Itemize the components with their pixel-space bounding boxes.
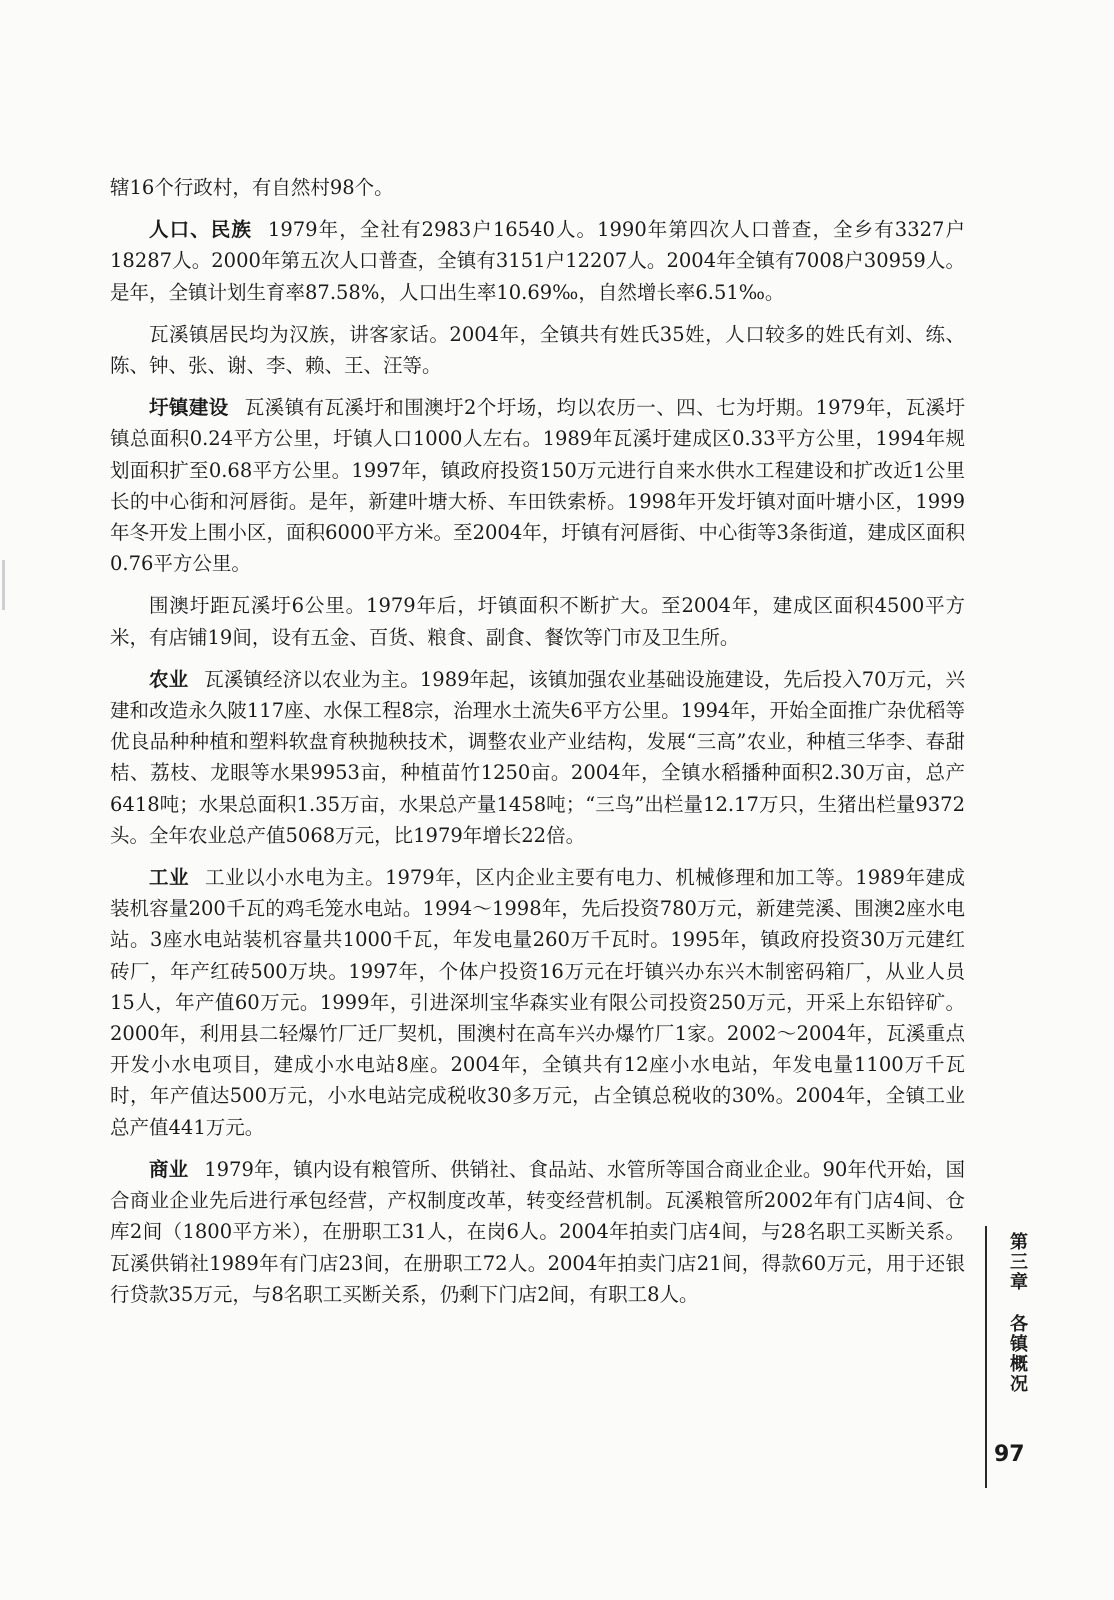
paragraph-text: 辖16个行政村，有自然村98个。 <box>110 176 394 199</box>
paragraph-text: 围澳圩距瓦溪圩6公里。1979年后，圩镇面积不断扩大。至2004年，建成区面积4500平方米，有店铺19间，设有五金、百货、粮食、副食、餐饮等门市及卫生所。 <box>110 594 965 649</box>
paragraph-text: 1979年，全社有2983户16540人。1990年第四次人口普查，全乡有3327户18287人。2000年第五次人口普查，全镇有3151户12207人。2004年全镇有7008户30959人。是年，全镇计划生育率87.58%，人口出生率10.69‰，自然增长率6.51‰。 <box>110 218 965 304</box>
paragraph-weiao-market <box>110 590 965 652</box>
paragraph-continuation <box>110 172 965 203</box>
section-heading-commerce: 商业 <box>149 1157 189 1181</box>
paragraph-text: 瓦溪镇有瓦溪圩和围澳圩2个圩场，均以农历一、四、七为圩期。1979年，瓦溪圩镇总面积0.24平方公里，圩镇人口1000人左右。1989年瓦溪圩建成区0.33平方公里，1994年规划面积扩至0.68平方公里。1997年，镇政府投资150万元进行自来水供水工程建设和扩改近1公里长的中心街和河唇街。是年，新建叶塘大桥、车田铁索桥。1998年开发圩镇对面叶塘小区，1999年冬开发上围小区，面积6000平方米。至2004年，圩镇有河唇街、中心街等3条街道，建成区面积0.76平方公里。 <box>110 396 965 576</box>
paragraph-text: 1979年，镇内设有粮管所、供销社、食品站、水管所等国合商业企业。90年代开始，国合商业企业先后进行承包经营，产权制度改革，转变经营机制。瓦溪粮管所2002年有门店4间、仓库2间（1800平方米），在册职工31人，在岗6人。2004年拍卖门店4间，与28名职工买断关系。瓦溪供销社1989年有门店23间，在册职工72人。2004年拍卖门店21间，得款60万元，用于还银行贷款35万元，与8名职工买断关系，仍剩下门店2间，有职工8人。 <box>110 1157 965 1306</box>
section-heading-town-construction: 圩镇建设 <box>149 396 229 420</box>
paragraph-commerce <box>110 1154 965 1310</box>
chapter-number: 第三章 <box>1007 1232 1028 1292</box>
paragraph-industry <box>110 862 965 1143</box>
chapter-running-head <box>993 1232 1027 1394</box>
scan-edge-mark <box>2 560 5 610</box>
main-text-column <box>110 172 965 1321</box>
paragraph-agriculture <box>110 664 965 851</box>
margin-divider-line <box>985 1226 987 1488</box>
paragraph-ethnicity <box>110 319 965 381</box>
section-heading-population: 人口、民族 <box>149 218 252 242</box>
paragraph-town-construction <box>110 392 965 579</box>
paragraph-text: 工业以小水电为主。1979年，区内企业主要有电力、机械修理和加工等。1989年建成装机容量200千瓦的鸡毛笼水电站。1994～1998年，先后投资780万元，新建莞溪、围澳2座水电站。3座水电站装机容量共1000千瓦，年发电量260万千瓦时。1995年，镇政府投资30万元建红砖厂，年产红砖500万块。1997年，个体户投资16万元在圩镇兴办东兴木制密码箱厂，从业人员15人，年产值60万元。1999年，引进深圳宝华森实业有限公司投资250万元，开采上东铅锌矿。2000年，利用县二轻爆竹厂迁厂契机，围澳村在高车兴办爆竹厂1家。2002～2004年，瓦溪重点开发小水电项目，建成小水电站8座。2004年，全镇共有12座小水电站，年发电量1100万千瓦时，年产值达500万元，小水电站完成税收30多万元，占全镇总税收的30%。2004年，全镇工业总产值441万元。 <box>110 866 965 1139</box>
paragraph-text: 瓦溪镇经济以农业为主。1989年起，该镇加强农业基础设施建设，先后投入70万元，兴建和改造永久陂117座、水保工程8宗，治理水土流失6平方公里。1994年，开始全面推广杂优稻等优良品种种植和塑料软盘育秧抛秧技术，调整农业产业结构，发展“三高”农业，种植三华李、春甜桔、荔枝、龙眼等水果9953亩，种植苗竹1250亩。2004年，全镇水稻播种面积2.30万亩，总产6418吨；水果总面积1.35万亩，水果总产量1458吨；“三鸟”出栏量12.17万只，生猪出栏量9372头。全年农业总产值5068万元，比1979年增长22倍。 <box>110 667 965 847</box>
paragraph-text: 瓦溪镇居民均为汉族，讲客家话。2004年，全镇共有姓氏35姓，人口较多的姓氏有刘、练、陈、钟、张、谢、李、赖、王、汪等。 <box>110 322 965 378</box>
paragraph-population <box>110 214 965 308</box>
section-heading-agriculture: 农业 <box>149 667 189 691</box>
chapter-title: 各镇概况 <box>1007 1314 1028 1395</box>
section-heading-industry: 工业 <box>149 866 190 890</box>
page-number: 97 <box>994 1442 1025 1467</box>
